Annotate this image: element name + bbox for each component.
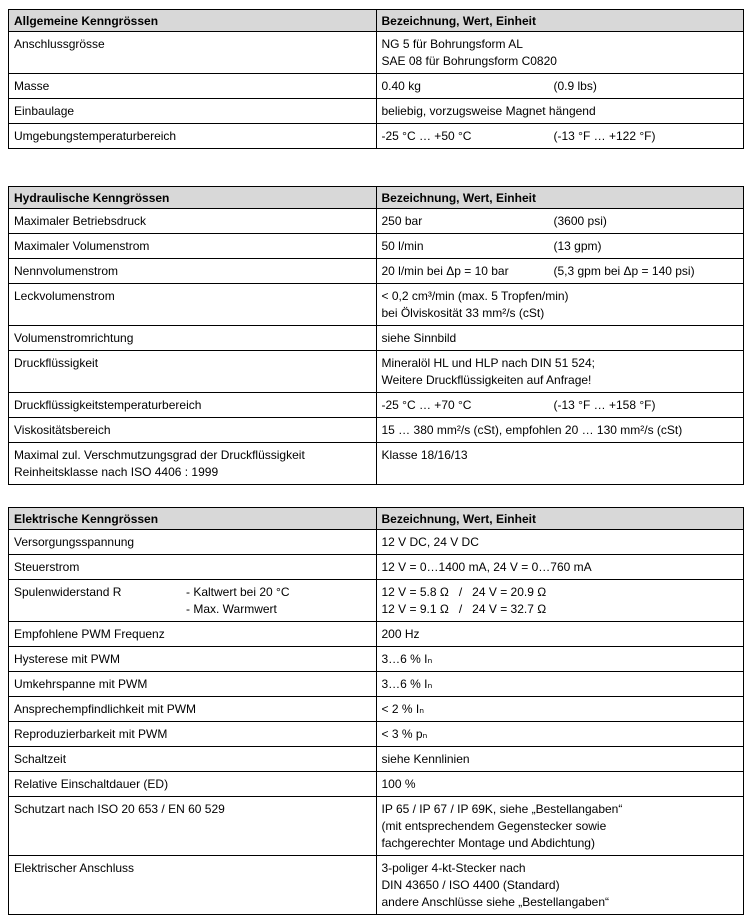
table-row [9, 797, 744, 856]
cell-text: Versorgungsspannung [14, 535, 135, 549]
row-value-cell [376, 443, 744, 485]
cell-line [382, 894, 739, 911]
row-label-cell [9, 530, 377, 555]
cell-text: Reinheitsklasse nach ISO 4406 : 1999 [14, 465, 219, 479]
cell-text: Druckflüssigkeit [14, 356, 99, 370]
cell-text: Weitere Druckflüssigkeiten auf Anfrage! [381, 373, 592, 387]
row-value-cell [376, 351, 744, 393]
row-value-cell [376, 99, 744, 124]
cell-line [382, 330, 739, 347]
table-header-right: Bezeichnung, Wert, Einheit [376, 508, 744, 530]
cell-text: 100 % [381, 777, 416, 791]
section-allgemeine-kenngroessen [8, 9, 744, 149]
row-label-cell [9, 697, 377, 722]
table-row [9, 672, 744, 697]
cell-line [382, 877, 739, 894]
cell-text: beliebig, vorzugsweise Magnet hängend [381, 104, 596, 118]
cell-text: Schaltzeit [14, 752, 67, 766]
cell-text: siehe Kennlinien [381, 752, 470, 766]
table-row [9, 772, 744, 797]
row-label-cell [9, 326, 377, 351]
cell-line [14, 751, 371, 768]
table-header-left: Elektrische Kenngrössen [9, 508, 377, 530]
cell-text: Viskositätsbereich [14, 423, 111, 437]
table-header-right: Bezeichnung, Wert, Einheit [376, 187, 744, 209]
cell-text: SAE 08 für Bohrungsform C0820 [381, 54, 557, 68]
cell-line [14, 584, 371, 601]
cell-line [382, 128, 739, 145]
table-elektrische-kenngroessen [8, 507, 744, 915]
table-row [9, 555, 744, 580]
cell-text: 3-poliger 4-kt-Stecker nach [381, 861, 526, 875]
table-row [9, 530, 744, 555]
table-row [9, 234, 744, 259]
cell-line [382, 263, 739, 280]
cell-line [382, 701, 739, 718]
cell-text-right: - Kaltwert bei 20 °C [186, 585, 290, 599]
cell-text-right: (-13 °F … +158 °F) [553, 398, 656, 412]
cell-line [14, 397, 371, 414]
table-header-row [9, 187, 744, 209]
table-header-left: Hydraulische Kenngrössen [9, 187, 377, 209]
cell-text: Empfohlene PWM Frequenz [14, 627, 165, 641]
cell-line [382, 626, 739, 643]
cell-text: Maximaler Volumenstrom [14, 239, 150, 253]
cell-text: Steuerstrom [14, 560, 80, 574]
cell-text: < 3 % pₙ [381, 727, 428, 741]
row-label-cell [9, 747, 377, 772]
row-value-cell [376, 393, 744, 418]
cell-text: 200 Hz [381, 627, 420, 641]
table-row [9, 74, 744, 99]
cell-line [14, 78, 371, 95]
row-value-cell [376, 856, 744, 915]
cell-text: 15 … 380 mm²/s (cSt), empfohlen 20 … 130 mm²/s (cSt) [381, 423, 683, 437]
cell-line [382, 584, 739, 601]
cell-line [14, 464, 371, 481]
cell-text: 3…6 % Iₙ [381, 677, 433, 691]
cell-line [382, 559, 739, 576]
row-label-cell [9, 351, 377, 393]
cell-text: fachgerechter Montage und Abdichtung) [381, 836, 595, 850]
cell-line [382, 651, 739, 668]
table-row [9, 647, 744, 672]
cell-text: Umkehrspanne mit PWM [14, 677, 148, 691]
table-row [9, 209, 744, 234]
row-label-cell [9, 555, 377, 580]
cell-line [14, 601, 371, 618]
row-label-cell [9, 418, 377, 443]
cell-text: andere Anschlüsse siehe „Bestellangaben“ [381, 895, 609, 909]
table-row [9, 856, 744, 915]
cell-text: Druckflüssigkeitstemperaturbereich [14, 398, 202, 412]
table-row [9, 418, 744, 443]
cell-line [382, 534, 739, 551]
row-value-cell [376, 418, 744, 443]
table-header-row [9, 10, 744, 32]
row-value-cell [376, 234, 744, 259]
cell-text: 12 V DC, 24 V DC [381, 535, 479, 549]
row-label-cell [9, 393, 377, 418]
cell-text: Klasse 18/16/13 [381, 448, 468, 462]
row-value-cell [376, 209, 744, 234]
cell-text: 20 l/min bei Δp = 10 bar [381, 264, 509, 278]
cell-line [14, 776, 371, 793]
table-row [9, 284, 744, 326]
cell-text: Ansprechempfindlichkeit mit PWM [14, 702, 197, 716]
table-header-left: Allgemeine Kenngrössen [9, 10, 377, 32]
cell-text: siehe Sinnbild [381, 331, 457, 345]
cell-text: DIN 43650 / ISO 4400 (Standard) [381, 878, 560, 892]
row-label-cell [9, 580, 377, 622]
row-value-cell [376, 580, 744, 622]
cell-line [382, 751, 739, 768]
cell-line [14, 626, 371, 643]
cell-text: < 2 % Iₙ [381, 702, 424, 716]
table-header-row [9, 508, 744, 530]
row-label-cell [9, 32, 377, 74]
table-row [9, 443, 744, 485]
cell-line [382, 447, 739, 464]
row-value-cell [376, 74, 744, 99]
table-row [9, 99, 744, 124]
cell-text: Relative Einschaltdauer (ED) [14, 777, 169, 791]
cell-line [14, 422, 371, 439]
row-label-cell [9, 124, 377, 149]
cell-text: Einbaulage [14, 104, 75, 118]
row-value-cell [376, 672, 744, 697]
row-label-cell [9, 856, 377, 915]
row-label-cell [9, 234, 377, 259]
cell-line [14, 447, 371, 464]
table-row [9, 747, 744, 772]
row-value-cell [376, 622, 744, 647]
table-row [9, 697, 744, 722]
cell-text-right: (-13 °F … +122 °F) [553, 129, 656, 143]
row-label-cell [9, 647, 377, 672]
table-row [9, 259, 744, 284]
row-label-cell [9, 772, 377, 797]
section-hydraulische-kenngroessen [8, 186, 744, 485]
cell-line [382, 776, 739, 793]
row-value-cell [376, 722, 744, 747]
row-value-cell [376, 747, 744, 772]
cell-line [14, 330, 371, 347]
cell-line [382, 676, 739, 693]
cell-line [382, 372, 739, 389]
cell-line [382, 397, 739, 414]
cell-line [14, 860, 371, 877]
cell-text-right: (5,3 gpm bei Δp = 140 psi) [553, 264, 695, 278]
cell-line [14, 263, 371, 280]
cell-line [14, 534, 371, 551]
cell-line [14, 559, 371, 576]
cell-text: -25 °C … +50 °C [381, 129, 472, 143]
row-value-cell [376, 32, 744, 74]
cell-text: NG 5 für Bohrungsform AL [381, 37, 523, 51]
row-value-cell [376, 697, 744, 722]
row-value-cell [376, 797, 744, 856]
row-label-cell [9, 443, 377, 485]
table-row [9, 622, 744, 647]
cell-text: Elektrischer Anschluss [14, 861, 135, 875]
table-row [9, 722, 744, 747]
table-row [9, 326, 744, 351]
row-value-cell [376, 284, 744, 326]
cell-text: Reproduzierbarkeit mit PWM [14, 727, 168, 741]
table-body [9, 209, 744, 485]
table-header-right: Bezeichnung, Wert, Einheit [376, 10, 744, 32]
cell-line [14, 701, 371, 718]
table-allgemeine-kenngroessen [8, 9, 744, 149]
cell-line [14, 103, 371, 120]
table-hydraulische-kenngroessen [8, 186, 744, 485]
cell-line [382, 355, 739, 372]
cell-text: 12 V = 9.1 Ω / 24 V = 32.7 Ω [381, 602, 547, 616]
row-label-cell [9, 259, 377, 284]
cell-line [14, 676, 371, 693]
cell-text: Spulenwiderstand R [14, 585, 122, 599]
cell-line [382, 801, 739, 818]
cell-text: -25 °C … +70 °C [381, 398, 472, 412]
cell-text: IP 65 / IP 67 / IP 69K, siehe „Bestellangaben“ [381, 802, 623, 816]
row-value-cell [376, 124, 744, 149]
row-label-cell [9, 672, 377, 697]
cell-text: bei Ölviskosität 33 mm²/s (cSt) [381, 306, 545, 320]
cell-line [14, 801, 371, 818]
row-value-cell [376, 555, 744, 580]
cell-text: Anschlussgrösse [14, 37, 105, 51]
cell-text: Hysterese mit PWM [14, 652, 121, 666]
row-value-cell [376, 326, 744, 351]
cell-text: Volumenstromrichtung [14, 331, 134, 345]
cell-text: 12 V = 0…1400 mA, 24 V = 0…760 mA [381, 560, 592, 574]
cell-text: 12 V = 5.8 Ω / 24 V = 20.9 Ω [381, 585, 547, 599]
cell-line [382, 305, 739, 322]
section-elektrische-kenngroessen [8, 507, 744, 915]
row-label-cell [9, 209, 377, 234]
cell-text: 0.40 kg [381, 79, 421, 93]
table-body [9, 32, 744, 149]
cell-text: Maximaler Betriebsdruck [14, 214, 147, 228]
cell-line [14, 355, 371, 372]
row-value-cell [376, 259, 744, 284]
cell-text: Schutzart nach ISO 20 653 / EN 60 529 [14, 802, 225, 816]
table-row [9, 351, 744, 393]
cell-line [382, 213, 739, 230]
cell-line [382, 422, 739, 439]
table-row [9, 580, 744, 622]
cell-text: Mineralöl HL und HLP nach DIN 51 524; [381, 356, 595, 370]
cell-text: < 0,2 cm³/min (max. 5 Tropfen/min) [381, 289, 569, 303]
row-label-cell [9, 74, 377, 99]
cell-text: 50 l/min [381, 239, 424, 253]
table-body [9, 530, 744, 915]
cell-text-right: (0.9 lbs) [553, 79, 597, 93]
cell-line [14, 213, 371, 230]
table-row [9, 32, 744, 74]
cell-line [14, 238, 371, 255]
row-label-cell [9, 797, 377, 856]
cell-line [382, 53, 739, 70]
cell-line [382, 36, 739, 53]
table-row [9, 393, 744, 418]
cell-text: Umgebungstemperaturbereich [14, 129, 177, 143]
cell-line [14, 651, 371, 668]
cell-line [14, 726, 371, 743]
cell-line [382, 238, 739, 255]
cell-text-right: (13 gpm) [553, 239, 602, 253]
cell-line [382, 835, 739, 852]
row-label-cell [9, 284, 377, 326]
row-value-cell [376, 647, 744, 672]
cell-line [382, 726, 739, 743]
cell-line [382, 78, 739, 95]
cell-text: 3…6 % Iₙ [381, 652, 433, 666]
row-value-cell [376, 530, 744, 555]
cell-text-right: (3600 psi) [553, 214, 607, 228]
row-label-cell [9, 99, 377, 124]
cell-line [382, 288, 739, 305]
cell-line [14, 128, 371, 145]
cell-text: Masse [14, 79, 50, 93]
cell-text: 250 bar [381, 214, 423, 228]
cell-line [14, 288, 371, 305]
cell-line [382, 818, 739, 835]
cell-text: Maximal zul. Verschmutzungsgrad der Druckflüssigkeit [14, 448, 305, 462]
cell-line [382, 103, 739, 120]
row-label-cell [9, 622, 377, 647]
cell-line [382, 601, 739, 618]
cell-text-right: - Max. Warmwert [186, 602, 277, 616]
cell-text: (mit entsprechendem Gegenstecker sowie [381, 819, 607, 833]
cell-text: Leckvolumenstrom [14, 289, 115, 303]
row-value-cell [376, 772, 744, 797]
row-label-cell [9, 722, 377, 747]
cell-text: Nennvolumenstrom [14, 264, 119, 278]
cell-line [14, 36, 371, 53]
table-row [9, 124, 744, 149]
cell-line [382, 860, 739, 877]
